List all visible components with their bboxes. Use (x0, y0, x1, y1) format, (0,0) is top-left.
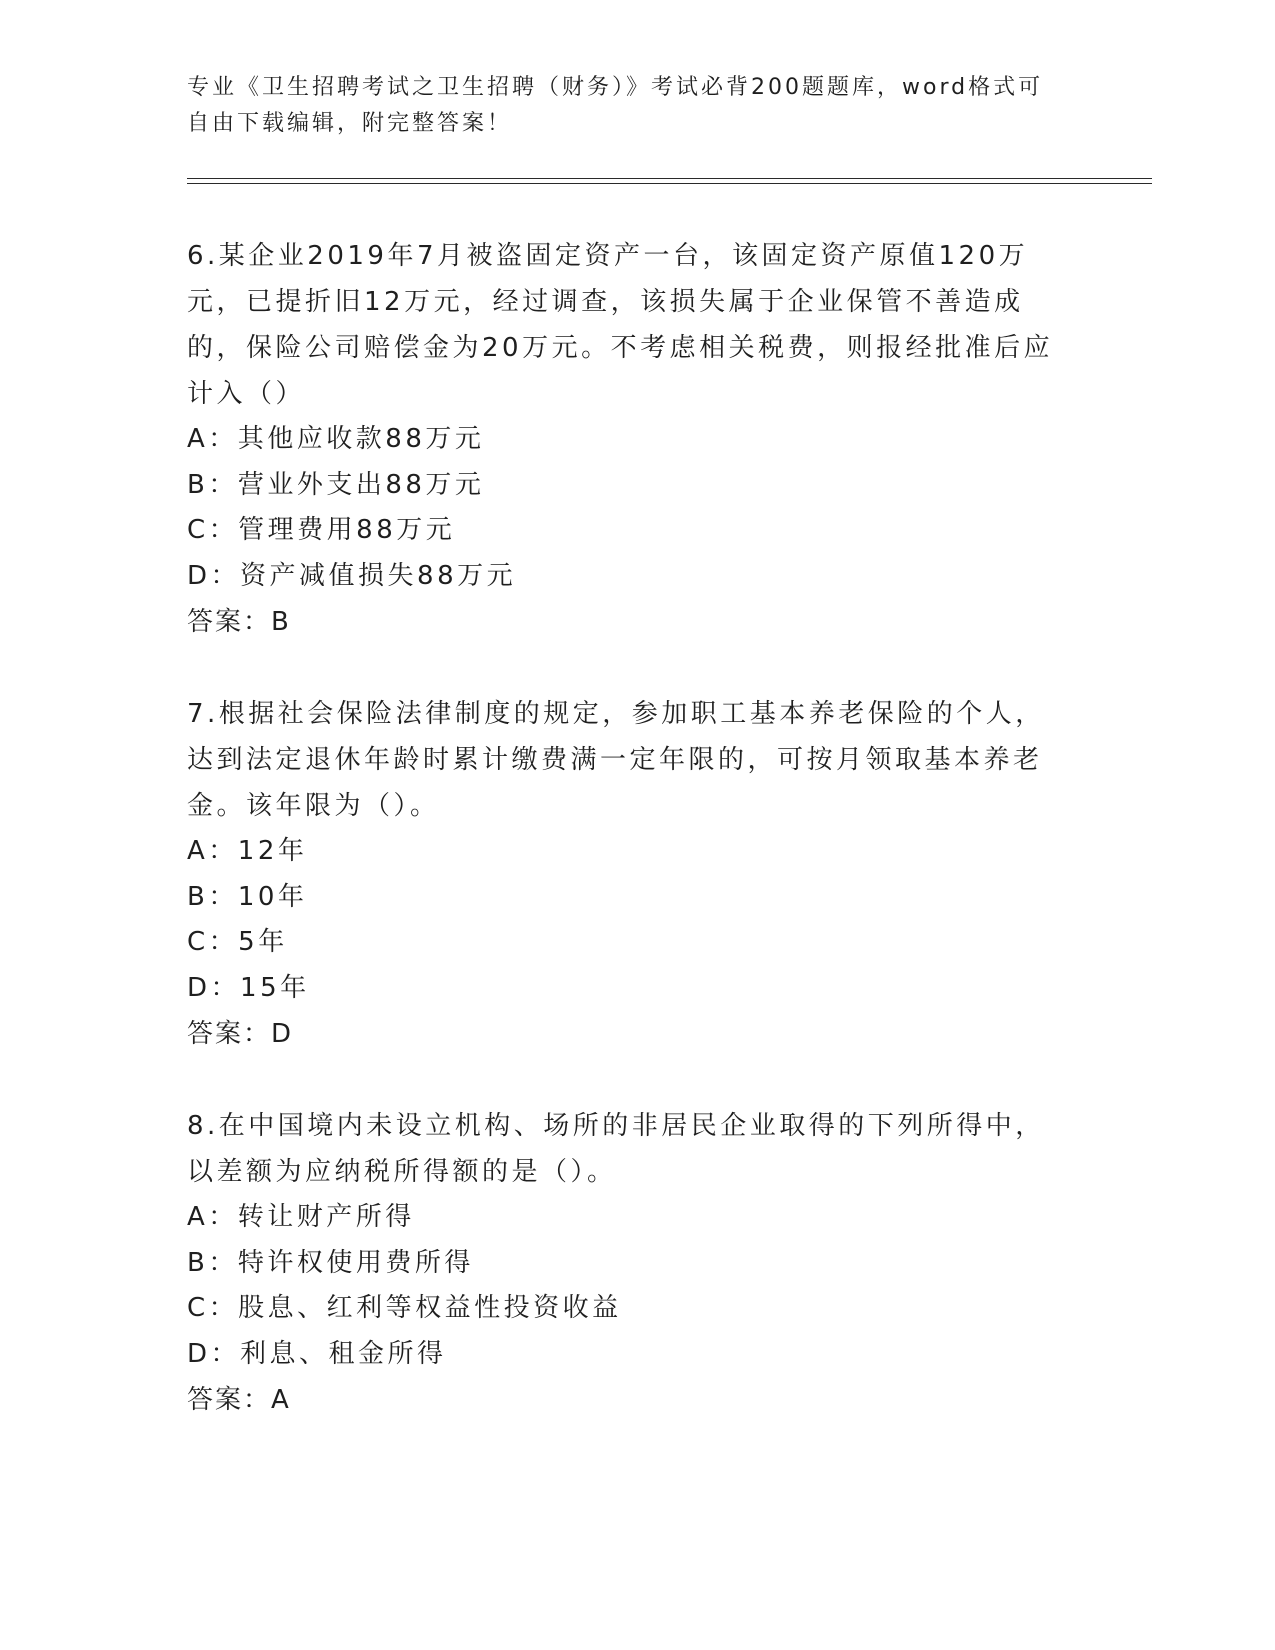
question-text: 6.某企业2019年7月被盗固定资产一台，该固定资产原值120万元，已提折旧12万元，经过调查，该损失属于企业保管不善造成的，保险公司赔偿金为20万元。不考虑相关税费，则报经批准后应计入（） (187, 241, 1054, 409)
header-divider-bottom (187, 183, 1152, 184)
option-c: C：股息、红利等权益性投资收益 (187, 1293, 622, 1323)
answer-line: 答案：B (187, 607, 291, 637)
option-a: A：转让财产所得 (187, 1202, 415, 1232)
question-text: 8.在中国境内未设立机构、场所的非居民企业取得的下列所得中，以差额为应纳税所得额的是（）。 (187, 1111, 1045, 1187)
option-a: A：其他应收款88万元 (187, 424, 485, 454)
question-6 (187, 233, 1067, 645)
option-c: C：5年 (187, 927, 288, 957)
question-list (187, 233, 1067, 1469)
option-b: B：特许权使用费所得 (187, 1247, 474, 1278)
option-d: D：利息、租金所得 (187, 1338, 447, 1369)
option-d: D：15年 (187, 972, 310, 1003)
option-a: A：12年 (187, 836, 308, 866)
question-8 (187, 1103, 1067, 1423)
header-divider-top (187, 178, 1152, 179)
option-c: C：管理费用88万元 (187, 515, 456, 545)
answer-line: 答案：A (187, 1385, 291, 1415)
page-header-text: 专业《卫生招聘考试之卫生招聘（财务）》考试必背200题题库，word格式可自由下载编辑，附完整答案！ (187, 75, 1044, 136)
question-text: 7.根据社会保险法律制度的规定，参加职工基本养老保险的个人，达到法定退休年龄时累计缴费满一定年限的，可按月领取基本养老金。该年限为（）。 (187, 699, 1045, 821)
question-7 (187, 691, 1067, 1057)
option-d: D：资产减值损失88万元 (187, 560, 517, 591)
option-b: B：营业外支出88万元 (187, 469, 485, 500)
option-b: B：10年 (187, 881, 308, 912)
answer-line: 答案：D (187, 1019, 294, 1049)
